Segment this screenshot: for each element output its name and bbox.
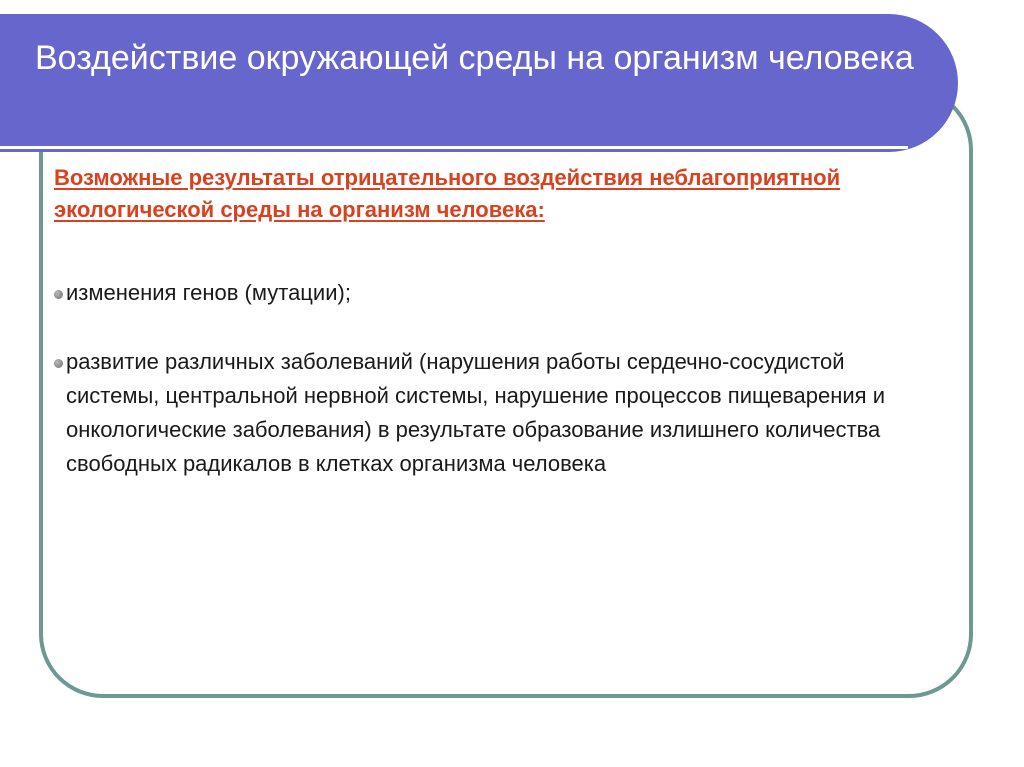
bullet-item bbox=[54, 345, 944, 481]
title-divider bbox=[0, 146, 908, 149]
bullet-text: развитие различных заболеваний (нарушения работы сердечно-сосудистой системы, центральной нервной системы, нарушение процессов пищеварения и онкологические заболевания) в результате образование излишнего количества свободных радикалов в клетках организма человека bbox=[66, 349, 885, 476]
bullet-text: изменения генов (мутации); bbox=[66, 280, 351, 305]
title-bar bbox=[0, 14, 958, 152]
slide-subtitle: Возможные результаты отрицательного воздействия неблагоприятной экологической среды на организм человека: bbox=[54, 165, 841, 222]
bullet-dot-icon bbox=[54, 359, 63, 368]
bullet-list bbox=[54, 276, 944, 481]
slide-title: Воздействие окружающей среды на организм человека bbox=[35, 39, 914, 77]
bullet-dot-icon bbox=[54, 290, 63, 299]
bullet-item bbox=[54, 276, 944, 310]
